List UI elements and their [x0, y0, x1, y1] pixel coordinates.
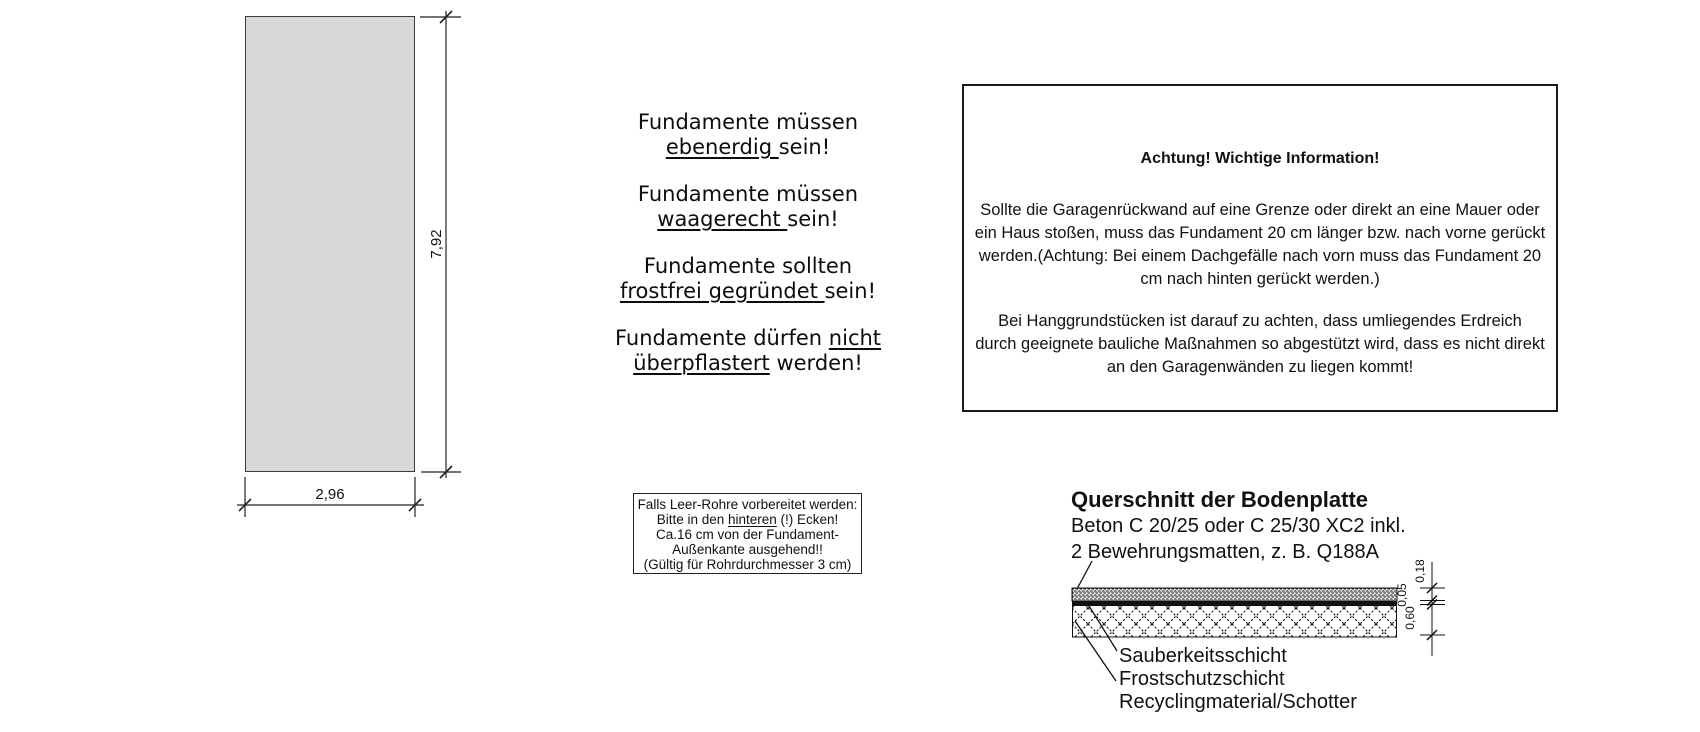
- underlined-text: nicht: [828, 326, 882, 350]
- layer-label-frostschutzschicht: Frostschutzschicht: [1119, 668, 1285, 690]
- text-line: Bei Hanggrundstücken ist darauf zu achten, dass umliegendes Erdreich: [998, 312, 1522, 330]
- info-paragraph: [972, 199, 1548, 291]
- text-line: [634, 497, 861, 512]
- layer-label-recyclingmaterial: Recyclingmaterial/Schotter: [1119, 691, 1357, 713]
- section-dim-blinding: 0,05: [1395, 583, 1409, 607]
- text-segment: Bitte in den: [656, 512, 728, 527]
- important-info-title: Achtung! Wichtige Information!: [1140, 150, 1380, 167]
- underlined-text: waagerecht: [657, 207, 788, 231]
- text-line: [598, 279, 898, 304]
- important-info-paragraphs: [972, 199, 1548, 398]
- info-paragraph: [972, 310, 1548, 379]
- layer-label-sauberkeitsschicht: Sauberkeitsschicht: [1119, 645, 1287, 667]
- text-line: [634, 512, 861, 527]
- text-segment: Ca.16 cm von der Fundament-: [655, 527, 840, 542]
- text-line: [634, 527, 861, 542]
- section-dim-frost: 0,60: [1403, 606, 1417, 630]
- text-segment: werden!: [769, 351, 863, 375]
- text-line: [598, 254, 898, 279]
- text-segment: sein!: [824, 279, 876, 303]
- text-line: [598, 207, 898, 232]
- section-dim-slab: 0,18: [1413, 559, 1427, 583]
- note-stanza: [598, 254, 898, 304]
- text-line: ein Haus stoßen, muss das Fundament 20 cm länger bzw. nach vorne gerückt: [974, 224, 1546, 242]
- text-segment: (Gültig für Rohrdurchmesser 3 cm): [643, 557, 852, 572]
- underlined-text: hinteren: [727, 512, 777, 527]
- underlined-text: ebenerdig: [665, 135, 779, 159]
- text-line: [598, 110, 898, 135]
- frost-protection-layer: [1073, 606, 1397, 638]
- underlined-text: überpflastert: [633, 351, 770, 375]
- foundation-notes: [598, 110, 898, 398]
- cross-section-subtitle-line1: Beton C 20/25 oder C 25/30 XC2 inkl.: [1071, 515, 1406, 537]
- text-line: an den Garagenwänden zu liegen kommt!: [1106, 358, 1414, 376]
- text-line: [634, 557, 861, 572]
- text-segment: (!) Ecken!: [776, 512, 839, 527]
- blinding-layer-band: [1072, 601, 1397, 606]
- text-segment: Fundamente sollten: [643, 254, 853, 278]
- text-segment: Fundamente müssen: [637, 110, 859, 134]
- note-stanza: [598, 182, 898, 232]
- text-line: [598, 351, 898, 376]
- text-segment: Fundamente müssen: [637, 182, 859, 206]
- text-line: cm nach hinten gerückt werden.): [1140, 270, 1380, 288]
- concrete-slab-layer: [1072, 588, 1397, 601]
- underlined-text: frostfrei gegründet: [619, 279, 825, 303]
- text-segment: Fundamente dürfen: [614, 326, 829, 350]
- text-line: durch geeignete bauliche Maßnahmen so abgestützt wird, dass es nicht direkt: [975, 335, 1545, 353]
- plan-height-dimension-label: 7,92: [428, 229, 445, 259]
- text-segment: sein!: [778, 135, 831, 159]
- note-stanza: [598, 326, 898, 376]
- cross-section-title: Querschnitt der Bodenplatte: [1071, 487, 1369, 512]
- important-info-box: [962, 84, 1558, 412]
- text-line: werden.(Achtung: Bei einem Dachgefälle nach vorn muss das Fundament 20: [978, 247, 1542, 265]
- text-line: [598, 135, 898, 160]
- text-segment: sein!: [787, 207, 839, 231]
- text-line: Sollte die Garagenrückwand auf eine Grenze oder direkt an eine Mauer oder: [980, 201, 1540, 219]
- note-stanza: [598, 110, 898, 160]
- plan-width-dimension-label: 2,96: [315, 486, 345, 503]
- cross-section-subtitle-line2: 2 Bewehrungsmatten, z. B. Q188A: [1071, 541, 1379, 563]
- text-segment: Falls Leer-Rohre vorbereitet werden:: [637, 497, 858, 512]
- text-line: [598, 326, 898, 351]
- leerrohr-note-box: [633, 493, 862, 574]
- text-line: [598, 182, 898, 207]
- text-segment: Außenkante ausgehend!!: [672, 542, 823, 557]
- plan-dimension-ticks: [239, 11, 452, 511]
- text-line: [634, 542, 861, 557]
